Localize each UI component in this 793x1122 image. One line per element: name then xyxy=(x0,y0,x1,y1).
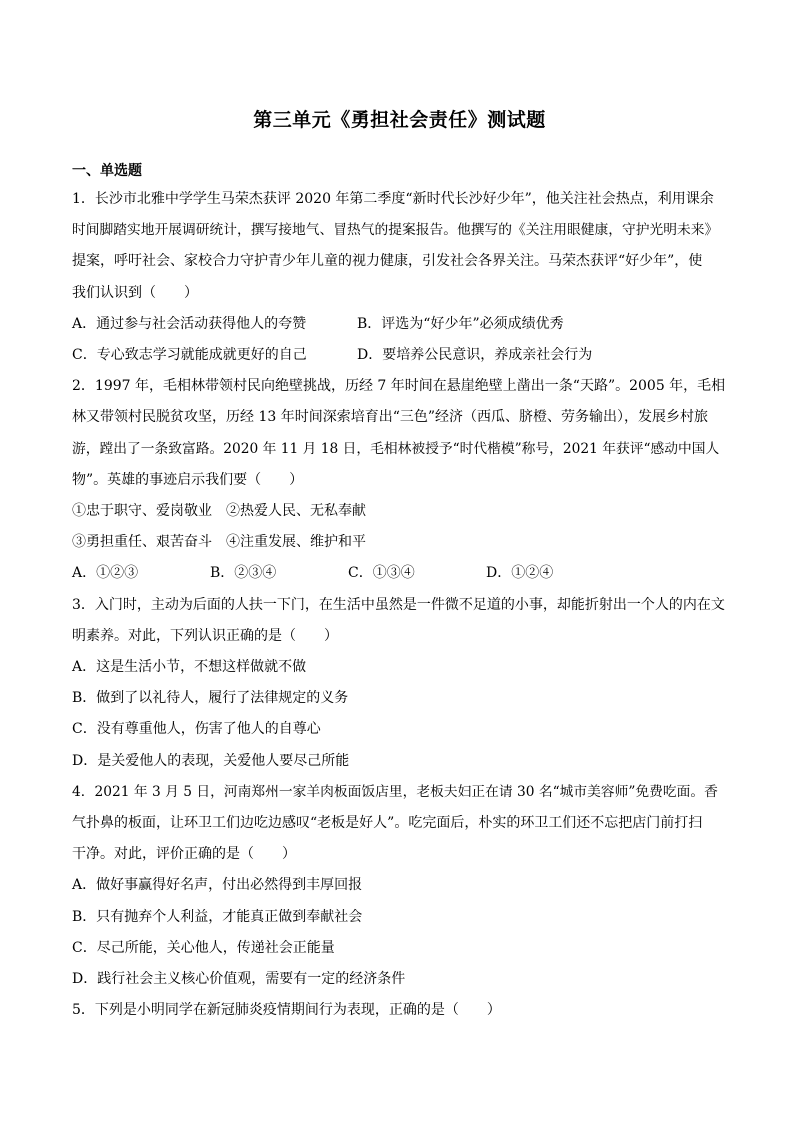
question-4-option-b[interactable]: B．只有抛弃个人利益，才能真正做到奉献社会 xyxy=(72,908,363,925)
question-1 xyxy=(72,184,727,371)
question-2-line-1: 2．1997 年，毛相林带领村民向绝壁挑战，历经 7 年时间在悬崖绝壁上凿出一条“天路”。2005 年，毛相 xyxy=(72,378,726,395)
question-1-line-3: 提案，呼吁社会、家校合力守护青少年儿童的视力健康，引发社会各界关注。马荣杰获评“好少年”，使 xyxy=(72,253,703,270)
question-2-line-2: 林又带领村民脱贫攻坚，历经 13 年时间深索培育出“三色”经济（西瓜、脐橙、劳务输出），发展乡村旅 xyxy=(72,409,709,426)
question-1-line-2: 时间脚踏实地开展调研统计，撰写接地气、冒热气的提案报告。他撰写的《关注用眼健康，守护光明未来》 xyxy=(72,222,719,239)
question-5 xyxy=(72,995,727,1026)
question-1-line-4: 我们认识到（ ） xyxy=(72,284,198,301)
question-2-line-3: 游，蹚出了一条致富路。2020 年 11 月 18 日，毛相林被授予“时代楷模”称号，2021 年获评“感动中国人 xyxy=(72,440,720,457)
question-3-option-b[interactable]: B．做到了以礼待人，履行了法律规定的义务 xyxy=(72,690,349,707)
question-3-option-a[interactable]: A．这是生活小节，不想这样做就不做 xyxy=(72,659,307,676)
question-2 xyxy=(72,371,727,589)
question-1-options-row-1 xyxy=(72,309,727,340)
question-2-options-row xyxy=(72,558,727,589)
question-1-option-c[interactable]: C．专心致志学习就能成就更好的自己 xyxy=(72,347,307,364)
question-2-statements-2: ③勇担重任、艰苦奋斗 ④注重发展、维护和平 xyxy=(72,534,366,551)
section-heading: 一、单选题 xyxy=(72,163,142,179)
question-3-line-2: 明素养。对此，下列认识正确的是（ ） xyxy=(72,627,338,644)
question-1-line-1: 1．长沙市北雅中学学生马荣杰获评 2020 年第二季度“新时代长沙好少年”，他关注社会热点，利用课余 xyxy=(72,191,714,207)
question-3 xyxy=(72,590,727,777)
question-1-options-row-2 xyxy=(72,340,727,371)
question-1-option-b[interactable]: B．评选为“好少年”必须成绩优秀 xyxy=(357,315,564,332)
question-4-line-1: 4．2021 年 3 月 5 日，河南郑州一家羊肉板面饭店里，老板夫妇正在请 30 名“城市美容师”免费吃面。香 xyxy=(72,783,718,800)
question-3-option-c[interactable]: C．没有尊重他人，伤害了他人的自尊心 xyxy=(72,721,321,738)
question-3-line-1: 3．入门时，主动为后面的人扶一下门，在生活中虽然是一件微不足道的小事，却能折射出一个人的内在文 xyxy=(72,596,725,613)
question-2-option-d[interactable]: D．①②④ xyxy=(486,565,554,582)
question-2-line-4: 物”。英雄的事迹启示我们要（ ） xyxy=(72,471,304,488)
question-3-option-d[interactable]: D．是关爱他人的表现，关爱他人要尽己所能 xyxy=(72,752,350,769)
question-4-option-d[interactable]: D．践行社会主义核心价值观，需要有一定的经济条件 xyxy=(72,971,406,988)
question-content xyxy=(72,158,727,1026)
question-4-line-2: 气扑鼻的板面，让环卫工们边吃边感叹“老板是好人”。吃完面后，朴实的环卫工们还不忘把店门前打扫 xyxy=(72,815,703,832)
question-4-line-3: 干净。对此，评价正确的是（ ） xyxy=(72,846,296,863)
question-1-option-a[interactable]: A．通过参与社会活动获得他人的夸赞 xyxy=(72,315,307,332)
question-2-statements-1: ①忠于职守、爱岗敬业 ②热爱人民、无私奉献 xyxy=(72,503,366,520)
question-4-option-c[interactable]: C．尽己所能，关心他人，传递社会正能量 xyxy=(72,939,335,956)
question-1-option-d[interactable]: D．要培养公民意识，养成亲社会行为 xyxy=(357,347,593,364)
question-2-option-b[interactable]: B．②③④ xyxy=(210,565,277,582)
question-2-option-c[interactable]: C．①③④ xyxy=(348,565,415,582)
question-5-line-1: 5．下列是小明同学在新冠肺炎疫情期间行为表现，正确的是（ ） xyxy=(72,1002,501,1019)
question-4-option-a[interactable]: A．做好事赢得好名声，付出必然得到丰厚回报 xyxy=(72,877,363,894)
page-title: 第三单元《勇担社会责任》测试题 xyxy=(253,109,546,131)
question-2-option-a[interactable]: A．①②③ xyxy=(72,565,139,582)
question-4 xyxy=(72,777,727,995)
